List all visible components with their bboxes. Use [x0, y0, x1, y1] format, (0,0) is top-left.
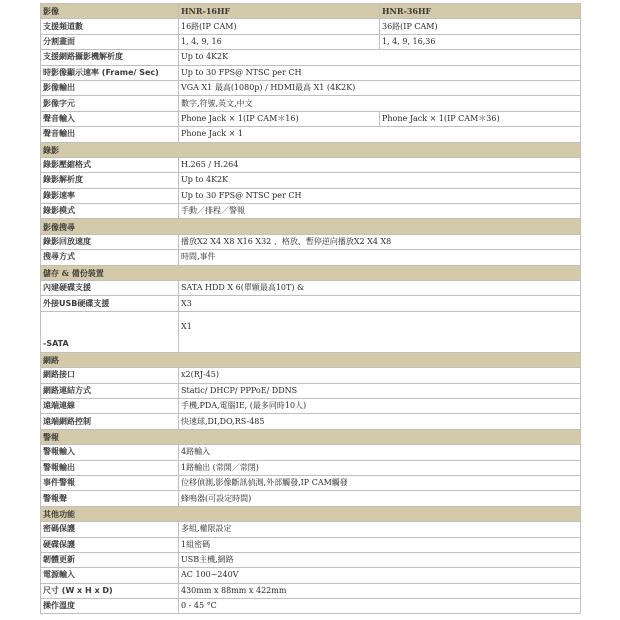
spec-row — [41, 491, 581, 506]
spec-row — [41, 552, 581, 567]
spec-label: 影像輸出 — [41, 80, 179, 95]
spec-value: 多組,權限設定 — [179, 522, 581, 537]
spec-label: 時影像顯示速率 (Frame/ Sec) — [41, 65, 179, 80]
spec-row — [41, 111, 581, 126]
spec-label: 錄影解析度 — [41, 173, 179, 188]
spec-row — [41, 537, 581, 552]
spec-row — [41, 19, 581, 34]
section-header-row — [41, 429, 581, 444]
spec-row — [41, 127, 581, 142]
spec-row — [41, 250, 581, 265]
spec-value: 數字,符號,英文,中文 — [179, 96, 581, 111]
spec-label: 警報聲 — [41, 491, 179, 506]
spec-value-36: 36路(IP CAM) — [380, 19, 581, 34]
spec-value: Up to 30 FPS@ NTSC per CH — [179, 188, 581, 203]
spec-value: Phone Jack × 1 — [179, 127, 581, 142]
spec-value: 1路輸出 (常開／常閉) — [179, 460, 581, 475]
spec-label: 操作溫度 — [41, 599, 179, 614]
spec-row — [41, 383, 581, 398]
spec-value: 手動／排程／警報 — [179, 204, 581, 219]
header-row — [41, 4, 581, 19]
spec-value: VGA X1 最高(1080p) / HDMI最高 X1 (4K2K) — [179, 80, 581, 95]
spec-row — [41, 568, 581, 583]
spec-value-16: Phone Jack × 1(IP CAM＊16) — [179, 111, 380, 126]
section-title: 儲存 & 備份裝置 — [41, 265, 581, 280]
spec-value: 手機,PDA,電腦IE, (最多同時10人) — [179, 398, 581, 413]
spec-row — [41, 296, 581, 311]
spec-row — [41, 583, 581, 598]
spec-label: 錄影速率 — [41, 188, 179, 203]
spec-label: 支援網路攝影機解析度 — [41, 50, 179, 65]
section-title: 影像搜尋 — [41, 219, 581, 234]
spec-value: Up to 4K2K — [179, 173, 581, 188]
spec-row — [41, 460, 581, 475]
header-model-36: HNR-36HF — [380, 4, 581, 19]
spec-value: 蜂鳴器(可設定時間) — [179, 491, 581, 506]
spec-label: 聲音輸出 — [41, 127, 179, 142]
spec-label: 網路接口 — [41, 368, 179, 383]
spec-label: 遠端連線 — [41, 398, 179, 413]
spec-row — [41, 96, 581, 111]
spec-label: 錄影模式 — [41, 204, 179, 219]
spec-value: X1 — [179, 311, 581, 352]
spec-label: 外接USB硬碟支援 — [41, 296, 179, 311]
spec-label: 搜尋方式 — [41, 250, 179, 265]
spec-value: 播放X2 X4 X8 X16 X32 、格放、暫停逆向播放X2 X4 X8 — [179, 234, 581, 249]
spec-value: Static/ DHCP/ PPPoE/ DDNS — [179, 383, 581, 398]
spec-value-16: 1, 4, 9, 16 — [179, 34, 380, 49]
spec-value: 0 - 45 °C — [179, 599, 581, 614]
spec-label: 密碼保護 — [41, 522, 179, 537]
spec-row — [41, 65, 581, 80]
spec-value: Up to 30 FPS@ NTSC per CH — [179, 65, 581, 80]
spec-label: 警報輸入 — [41, 445, 179, 460]
spec-row — [41, 414, 581, 429]
spec-value: Up to 4K2K — [179, 50, 581, 65]
spec-value-36: Phone Jack × 1(IP CAM＊36) — [380, 111, 581, 126]
spec-table-body — [41, 4, 581, 614]
section-header-row — [41, 352, 581, 367]
section-header-row — [41, 506, 581, 521]
spec-label: 影像字元 — [41, 96, 179, 111]
spec-row — [41, 398, 581, 413]
spec-label: 遠端網路控制 — [41, 414, 179, 429]
spec-row — [41, 522, 581, 537]
section-title: 錄影 — [41, 142, 581, 157]
spec-row — [41, 188, 581, 203]
spec-label: 硬碟保護 — [41, 537, 179, 552]
spec-row — [41, 204, 581, 219]
spec-label: 支援頻道數 — [41, 19, 179, 34]
spec-value: USB主機,網路 — [179, 552, 581, 567]
spec-value: 1組密碼 — [179, 537, 581, 552]
spec-label: 錄影壓縮格式 — [41, 157, 179, 172]
spec-label: 電源輸入 — [41, 568, 179, 583]
spec-value: AC 100~240V — [179, 568, 581, 583]
spec-value: H.265 / H.264 — [179, 157, 581, 172]
spec-label: 分割畫面 — [41, 34, 179, 49]
spec-row — [41, 50, 581, 65]
spec-label: 尺寸 (W x H x D) — [41, 583, 179, 598]
spec-label: -SATA — [41, 311, 179, 352]
spec-row — [41, 80, 581, 95]
header-category: 影像 — [41, 4, 179, 19]
spec-value: x2(RJ-45) — [179, 368, 581, 383]
section-header-row — [41, 219, 581, 234]
section-header-row — [41, 142, 581, 157]
spec-row — [41, 368, 581, 383]
spec-value: SATA HDD X 6(單顆最高10T) & — [179, 281, 581, 296]
spec-label: 錄影回放速度 — [41, 234, 179, 249]
spec-value: 時間,事件 — [179, 250, 581, 265]
spec-label: 聲音輸入 — [41, 111, 179, 126]
spec-row — [41, 157, 581, 172]
section-title: 警報 — [41, 429, 581, 444]
spec-value: 4路輸入 — [179, 445, 581, 460]
spec-label: 網路連結方式 — [41, 383, 179, 398]
spec-row — [41, 599, 581, 614]
spec-row — [41, 34, 581, 49]
spec-label: 內建硬碟支援 — [41, 281, 179, 296]
section-title: 其他功能 — [41, 506, 581, 521]
spec-row — [41, 173, 581, 188]
spec-value: 430mm x 88mm x 422mm — [179, 583, 581, 598]
spec-row — [41, 281, 581, 296]
spec-value: 快速球,DI,DO,RS-485 — [179, 414, 581, 429]
spec-value-36: 1, 4, 9, 16,36 — [380, 34, 581, 49]
spec-row — [41, 475, 581, 490]
spec-row — [41, 445, 581, 460]
header-model-16: HNR-16HF — [179, 4, 380, 19]
spec-label: 警報輸出 — [41, 460, 179, 475]
spec-value: 位移偵測,影像斷訊偵測,外部觸發,IP CAM觸發 — [179, 475, 581, 490]
section-header-row — [41, 265, 581, 280]
section-title: 網路 — [41, 352, 581, 367]
spec-row — [41, 234, 581, 249]
spec-table — [40, 3, 581, 614]
spec-row — [41, 311, 581, 352]
spec-label: 事件警報 — [41, 475, 179, 490]
spec-label: 韌體更新 — [41, 552, 179, 567]
spec-value-16: 16路(IP CAM) — [179, 19, 380, 34]
spec-value: X3 — [179, 296, 581, 311]
